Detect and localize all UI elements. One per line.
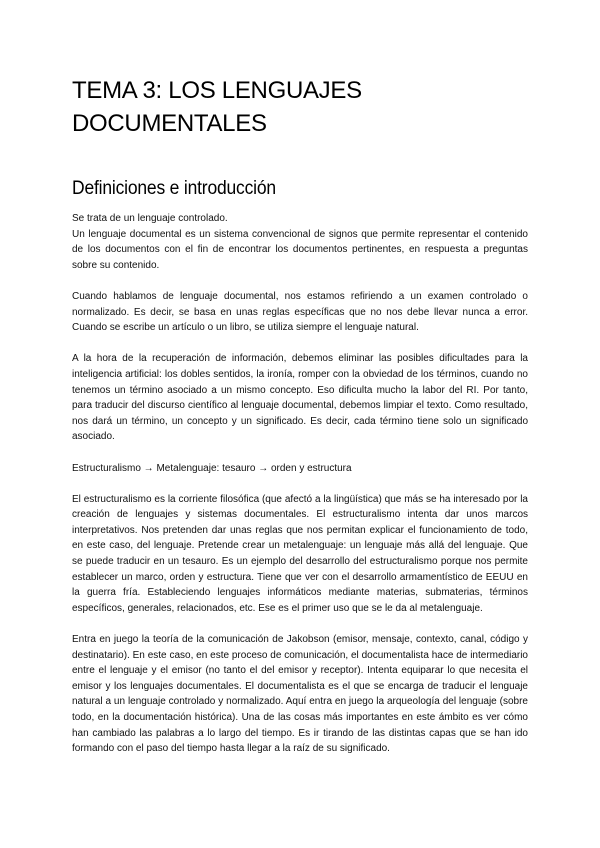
- paragraph-structuralism: El estructuralismo es la corriente filosófica (que afectó a la lingüística) que más se ha interesado por la creación de lenguajes y sistemas documentales. El estructuralismo intenta dar unos marcos interpretativos. Nos pretenden dar unas reglas que nos permitan explicar el funcionamiento de todo, en este caso, del lenguaje. Pretende crear un metalenguaje: un lenguaje más allá del lenguaje. Que se puede traducir en un tesauro. Es un ejemplo del desarrollo del estructuralismo porque nos permite establecer un marco, orden y estructura. Tiene que ver con el desarrollo armamentístico de EEUU en la guerra fría. Estableciendo lenguajes informáticos mediante materias, submaterias, términos específicos, generales, relacionados, etc. Ese es el primer uso que se le da al metalenguaje.: [72, 493, 528, 614]
- paragraph-spacer: [72, 616, 528, 632]
- section-heading: Definiciones e introducción: [72, 178, 276, 199]
- paragraph-structuralism-summary: Estructuralismo → Metalenguaje: tesauro → orden y estructura: [72, 462, 352, 474]
- page-title: TEMA 3: LOS LENGUAJES DOCUMENTALES: [72, 77, 362, 137]
- paragraph-spacer: [72, 336, 528, 352]
- paragraph-spacer: [72, 445, 528, 461]
- document-body: [72, 211, 528, 757]
- paragraph-intro: Se trata de un lenguaje controlado.: [72, 213, 228, 224]
- paragraph-definition: Un lenguaje documental es un sistema convencional de signos que permite representar el contenido de los documentos con el fin de encontrar los documentos pertinentes, en respuesta a preguntas sobre su contenido.: [72, 228, 528, 271]
- paragraph-spacer: [72, 273, 528, 289]
- paragraph-jakobson: Entra en juego la teoría de la comunicación de Jakobson (emisor, mensaje, contexto, canal, código y destinatario). En este caso, en este proceso de comunicación, el documentalista hace de intermediario entre el lenguaje y el emisor (no tanto el del emisor y receptor). Intenta equiparar lo que necesita el emisor y los lenguajes documentales. El documentalista es el que se encarga de traducir el lenguaje natural a un lenguaje controlado y normalizado. Aquí entra en juego la arqueología del lenguaje (sobre todo, en la documentación histórica). Una de las cosas más importantes en este ámbito es ver cómo han cambiado las palabras a lo largo del tiempo. Es ir tirando de las distintas capas que se han ido formando con el paso del tiempo hasta llegar a la raíz de su significado.: [72, 634, 528, 755]
- paragraph-controlled-language: Cuando hablamos de lenguaje documental, nos estamos refiriendo a un examen controlado o normalizado. Es decir, se basa en unas reglas específicas que no nos debe llevar nunca a error. Cuando se escribe un artículo o un libro, se utiliza siempre el lenguaje natural.: [72, 290, 528, 334]
- paragraph-spacer: [72, 476, 528, 492]
- paragraph-information-retrieval: A la hora de la recuperación de información, debemos eliminar las posibles dificultades para la inteligencia artificial: los dobles sentidos, la ironía, romper con la obviedad de los términos, cuando no tenemos un término asociado a un mismo concepto. Eso dificulta mucho la labor del RI. Por tanto, para traducir del discurso científico al lenguaje documental, debemos limpiar el texto. Como resultado, nos dará un término, un concepto y un significado. Es decir, cada término tiene solo un significado asociado.: [72, 353, 528, 443]
